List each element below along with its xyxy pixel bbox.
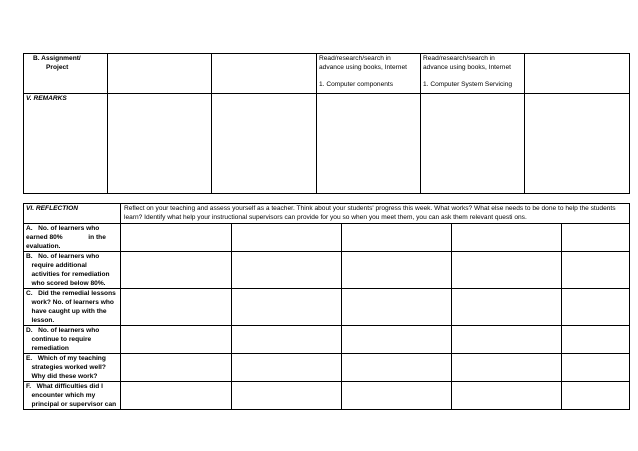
reflection-answer-cell[interactable] — [232, 252, 342, 289]
assignment-cell-2[interactable] — [108, 54, 212, 94]
question-line: evaluation. — [26, 243, 61, 250]
cell-b-line1: Read/research/search in — [423, 55, 495, 62]
assignment-remarks-table — [23, 53, 630, 194]
question-line: principal or supervisor can — [26, 401, 117, 408]
reflection-answer-cell[interactable] — [562, 252, 630, 289]
reflection-question-cell — [24, 326, 121, 354]
reflection-answer-cell[interactable] — [562, 289, 630, 326]
reflection-answer-cell[interactable] — [452, 289, 562, 326]
reflection-answer-cell[interactable] — [121, 382, 232, 410]
remarks-cell-6[interactable] — [525, 94, 630, 194]
reflection-answer-cell[interactable] — [121, 289, 232, 326]
remarks-row — [24, 94, 630, 194]
reflection-text-cell — [121, 204, 630, 224]
question-line: activities for remediation — [26, 271, 110, 278]
reflection-table — [23, 203, 630, 410]
reflection-row — [24, 382, 630, 410]
question-line: A. No. of learners who — [26, 225, 100, 232]
reflection-row — [24, 354, 630, 382]
reflection-answer-cell[interactable] — [562, 354, 630, 382]
reflection-text: Reflect on your teaching and assess yourself as a teacher. Think about your students' progress this week. What works? What else needs to be done to help the students learn? Identify what help your instructional supervisors can provide for you so when you meet them, you can ask them relevant questi ons. — [124, 205, 616, 221]
reflection-header-row — [24, 204, 630, 224]
reflection-question-cell — [24, 354, 121, 382]
question-line: remediation — [26, 345, 69, 352]
remarks-label: V. REMARKS — [26, 95, 67, 102]
reflection-answer-cell[interactable] — [232, 289, 342, 326]
assignment-cell-6[interactable] — [525, 54, 630, 94]
remarks-cell-2[interactable] — [108, 94, 212, 194]
reflection-row — [24, 252, 630, 289]
reflection-answer-cell[interactable] — [452, 224, 562, 252]
assignment-label-line1: B. Assignment/ — [33, 55, 81, 62]
reflection-answer-cell[interactable] — [452, 252, 562, 289]
question-line: have caught up with the — [26, 308, 107, 315]
reflection-answer-cell[interactable] — [342, 252, 452, 289]
assignment-cell-3[interactable] — [212, 54, 317, 94]
reflection-answer-cell[interactable] — [342, 224, 452, 252]
cell-a-line1: Read/research/search in — [319, 55, 391, 62]
question-line: D. No. of learners who — [26, 327, 100, 334]
assignment-label-line2: Project — [46, 64, 69, 71]
reflection-answer-cell[interactable] — [562, 224, 630, 252]
reflection-answer-cell[interactable] — [232, 382, 342, 410]
question-line: earned 80% in the — [26, 234, 106, 241]
assignment-cell-5[interactable] — [421, 54, 525, 94]
reflection-answer-cell[interactable] — [342, 382, 452, 410]
reflection-row — [24, 289, 630, 326]
assignment-label-cell — [24, 54, 108, 94]
reflection-row — [24, 326, 630, 354]
reflection-answer-cell[interactable] — [452, 326, 562, 354]
cell-a-line3: 1. Computer components — [319, 81, 394, 88]
question-line: lesson. — [26, 317, 55, 324]
question-line: continue to require — [26, 336, 92, 343]
reflection-answer-cell[interactable] — [562, 326, 630, 354]
assignment-row — [24, 54, 630, 94]
reflection-answer-cell[interactable] — [342, 354, 452, 382]
reflection-answer-cell[interactable] — [121, 326, 232, 354]
reflection-question-cell — [24, 289, 121, 326]
question-line: strategies worked well? — [26, 364, 106, 371]
reflection-answer-cell[interactable] — [121, 252, 232, 289]
reflection-question-cell — [24, 382, 121, 410]
reflection-answer-cell[interactable] — [452, 382, 562, 410]
cell-b-line3: 1. Computer System Servicing — [423, 81, 513, 88]
question-line: who scored below 80%. — [26, 280, 106, 287]
assignment-cell-4[interactable] — [317, 54, 421, 94]
reflection-answer-cell[interactable] — [232, 354, 342, 382]
question-line: B. No. of learners who — [26, 253, 100, 260]
reflection-answer-cell[interactable] — [342, 326, 452, 354]
reflection-answer-cell[interactable] — [342, 289, 452, 326]
question-line: work? No. of learners who — [26, 299, 114, 306]
reflection-label: VI. REFLECTION — [26, 205, 79, 212]
question-line: encounter which my — [26, 392, 96, 399]
reflection-answer-cell[interactable] — [232, 224, 342, 252]
remarks-cell-5[interactable] — [421, 94, 525, 194]
reflection-label-cell — [24, 204, 121, 224]
reflection-question-cell — [24, 252, 121, 289]
reflection-answer-cell[interactable] — [232, 326, 342, 354]
reflection-answer-cell[interactable] — [121, 224, 232, 252]
question-line: require additional — [26, 262, 87, 269]
cell-b-line2: advance using books, Internet — [423, 64, 511, 71]
reflection-answer-cell[interactable] — [562, 382, 630, 410]
cell-a-line2: advance using books, Internet — [319, 64, 407, 71]
remarks-cell-4[interactable] — [317, 94, 421, 194]
question-line: F. What difficulties did I — [26, 383, 103, 390]
reflection-answer-cell[interactable] — [452, 354, 562, 382]
question-line: Why did these work? — [26, 373, 98, 380]
question-line: C. Did the remedial lessons — [26, 290, 116, 297]
question-line: E. Which of my teaching — [26, 355, 106, 362]
reflection-row — [24, 224, 630, 252]
reflection-question-cell — [24, 224, 121, 252]
remarks-label-cell — [24, 94, 108, 194]
reflection-answer-cell[interactable] — [121, 354, 232, 382]
remarks-cell-3[interactable] — [212, 94, 317, 194]
